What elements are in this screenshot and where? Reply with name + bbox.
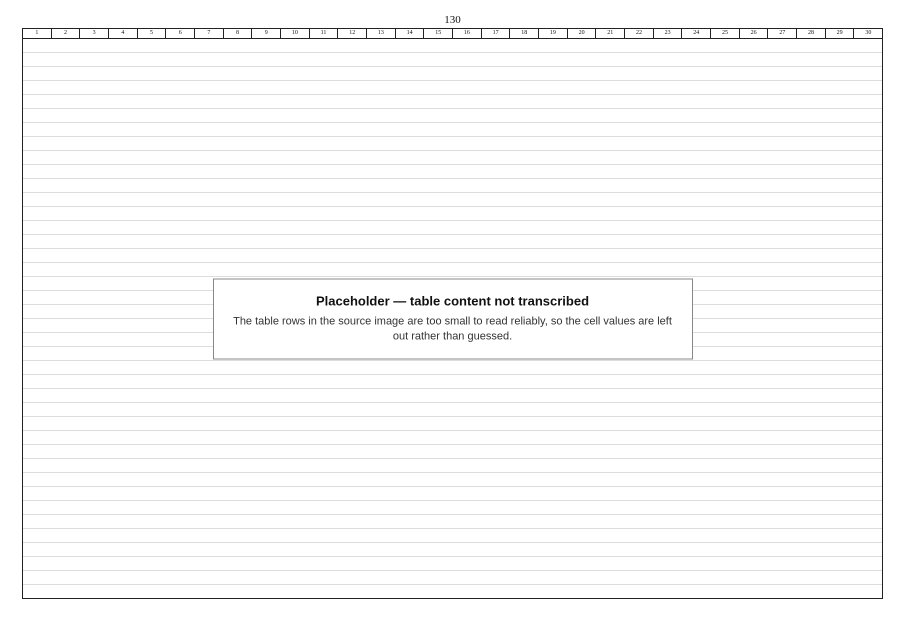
column-number: 20 xyxy=(567,29,596,38)
column-number: 19 xyxy=(538,29,567,38)
column-number: 8 xyxy=(223,29,252,38)
column-number: 14 xyxy=(395,29,424,38)
column-number: 30 xyxy=(853,29,882,38)
placeholder-text: The table rows in the source image are too small to read reliably, so the cell values are left out rather than guessed. xyxy=(233,315,672,342)
column-number: 11 xyxy=(309,29,338,38)
column-number: 5 xyxy=(137,29,166,38)
column-number: 22 xyxy=(624,29,653,38)
column-number: 1 xyxy=(35,30,39,36)
column-number: 28 xyxy=(796,29,825,38)
column-number: 10 xyxy=(280,29,309,38)
column-number: 25 xyxy=(710,29,739,38)
column-number: 12 xyxy=(337,29,366,38)
column-number: 18 xyxy=(509,29,538,38)
column-number: 13 xyxy=(366,29,395,38)
table-body xyxy=(22,39,883,599)
column-number: 26 xyxy=(739,29,768,38)
column-number: 29 xyxy=(825,29,854,38)
column-number: 16 xyxy=(452,29,481,38)
column-number: 27 xyxy=(767,29,796,38)
page-number: 130 xyxy=(444,14,461,26)
column-number: 9 xyxy=(251,29,280,38)
column-number: 15 xyxy=(423,29,452,38)
column-number: 4 xyxy=(108,29,137,38)
column-number: 23 xyxy=(653,29,682,38)
column-number: 7 xyxy=(194,29,223,38)
column-number: 3 xyxy=(79,29,108,38)
column-number: 17 xyxy=(481,29,510,38)
column-number: 2 xyxy=(51,29,80,38)
placeholder-title: Placeholder — table content not transcribed xyxy=(315,293,590,308)
placeholder-notice xyxy=(213,278,693,359)
column-number: 24 xyxy=(681,29,710,38)
column-number: 6 xyxy=(165,29,194,38)
column-number: 21 xyxy=(595,29,624,38)
column-number-row xyxy=(22,28,883,39)
